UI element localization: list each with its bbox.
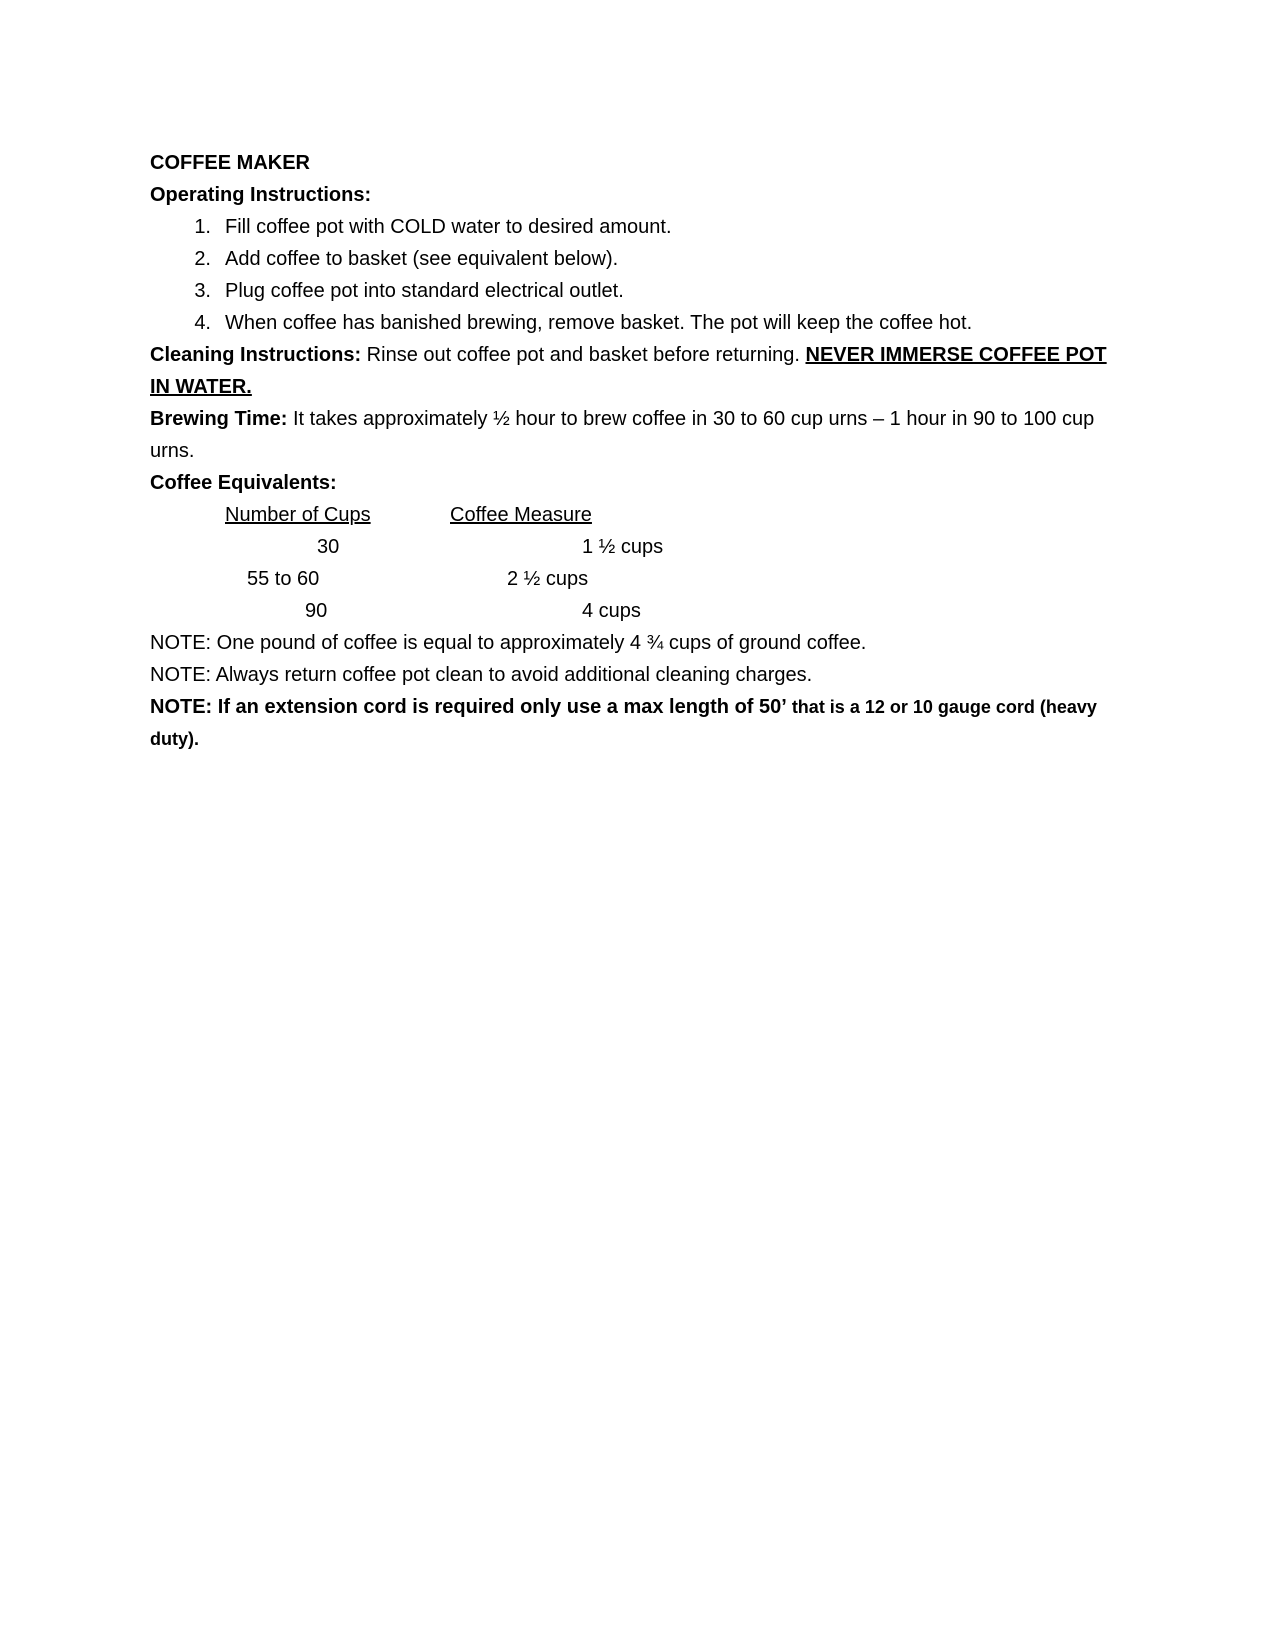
brewing-text: It takes approximately ½ hour to brew coffee in 30 to 60 cup urns – 1 hour in 90 to 100 cup urns. <box>150 408 1095 462</box>
cleaning-label: Cleaning Instructions: <box>150 344 362 366</box>
list-item <box>150 275 1125 307</box>
note-extension-detail: that is a 12 or 10 gauge cord (heavy duty). <box>150 697 1097 749</box>
column-header-measure: Coffee Measure <box>450 504 592 526</box>
table-cell-cups: 90 <box>305 600 328 622</box>
cleaning-text: Rinse out coffee pot and basket before returning. <box>361 344 806 366</box>
table-cell-measure: 2 ½ cups <box>507 568 589 590</box>
note-return-clean: NOTE: Always return coffee pot clean to avoid additional cleaning charges. <box>150 664 813 686</box>
step-text: Add coffee to basket (see equivalent below). <box>225 248 619 270</box>
operating-steps-list <box>150 211 1125 339</box>
column-header-cups: Number of Cups <box>225 504 371 526</box>
table-cell-measure: 1 ½ cups <box>582 536 664 558</box>
note-extension-cord <box>150 691 1125 755</box>
list-item <box>150 243 1125 275</box>
cleaning-instructions <box>150 339 1125 403</box>
list-item <box>150 211 1125 243</box>
step-text: Plug coffee pot into standard electrical outlet. <box>225 280 624 302</box>
coffee-equivalents-heading: Coffee Equivalents: <box>150 472 337 494</box>
document-content <box>150 147 1125 755</box>
document-title: COFFEE MAKER <box>150 152 310 174</box>
coffee-equivalents-table <box>150 499 1125 627</box>
step-number: 2. <box>194 248 211 270</box>
note-extension-main: NOTE: If an extension cord is required only use a max length of 50’ <box>150 696 787 718</box>
step-number: 4. <box>194 312 211 334</box>
operating-instructions-heading: Operating Instructions: <box>150 184 372 206</box>
cleaning-warning: NEVER IMMERSE COFFEE POT IN WATER. <box>150 344 1107 398</box>
table-cell-measure: 4 cups <box>582 600 641 622</box>
step-number: 3. <box>194 280 211 302</box>
table-cell-cups: 55 to 60 <box>247 568 320 590</box>
brewing-label: Brewing Time: <box>150 408 288 430</box>
note-ground-coffee: NOTE: One pound of coffee is equal to approximately 4 ¾ cups of ground coffee. <box>150 632 867 654</box>
step-text: Fill coffee pot with COLD water to desired amount. <box>225 216 672 238</box>
step-text: When coffee has banished brewing, remove basket. The pot will keep the coffee hot. <box>225 312 973 334</box>
brewing-time <box>150 403 1125 467</box>
table-cell-cups: 30 <box>317 536 340 558</box>
list-item <box>150 307 1125 339</box>
step-number: 1. <box>194 216 211 238</box>
